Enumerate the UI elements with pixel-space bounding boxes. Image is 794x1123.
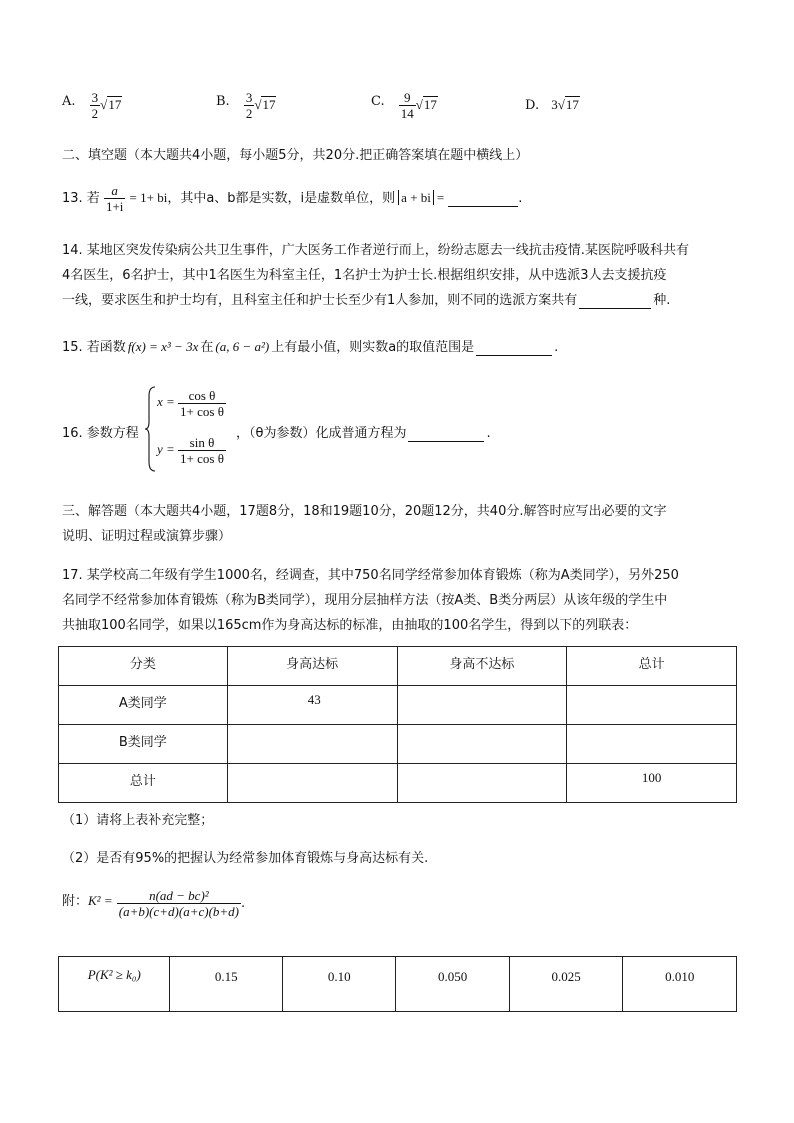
q13-fraction: $\frac{a}{1+i}$ <box>105 183 124 214</box>
q13-answer-blank[interactable] <box>448 191 518 207</box>
q16-y-equation <box>157 435 226 466</box>
probability-label: P(K² ≥ k₀) <box>59 957 170 1012</box>
probability-table <box>58 956 737 1012</box>
table-header-cell: 分类 <box>59 647 228 686</box>
q17-sub1: （1）请将上表补充完整； <box>62 813 214 828</box>
k2-end: . <box>241 896 246 911</box>
probability-value: 0.010 <box>623 957 737 1012</box>
k2-lhs: K² = <box>88 893 113 908</box>
option-b-sqrt: √17 <box>254 97 276 112</box>
table-cell[interactable] <box>567 686 737 725</box>
option-d-label: D. <box>525 98 540 113</box>
q16-text-content: ，（θ为参数）化成普通方程为 <box>236 426 407 441</box>
q13-number: 13. 若 <box>62 191 100 206</box>
question-14-line3 <box>62 289 670 309</box>
section3-line2: 说明、证明过程或演算步骤） <box>62 529 232 544</box>
option-d <box>525 97 580 113</box>
q15-end: . <box>554 340 559 355</box>
q16-x-fraction: $\frac{\text{cos θ}}{\text{1+ cos θ}}$ <box>180 388 224 419</box>
probability-value: 0.050 <box>396 957 510 1012</box>
q15-prefix: 15. 若函数 <box>62 340 126 355</box>
table-row <box>59 764 737 803</box>
q14-answer-blank[interactable] <box>579 293 651 309</box>
table-cell: 43 <box>227 686 397 725</box>
table-cell[interactable] <box>567 725 737 764</box>
option-b <box>216 90 276 121</box>
question-14-line1: 14. 某地区突发传染病公共卫生事件，广大医务工作者逆行而上，纷纷志愿去一线抗击疫情.某医院呼吸科共有 <box>62 243 689 258</box>
option-c <box>371 90 438 121</box>
q16-end: . <box>486 426 491 441</box>
probability-value: 0.15 <box>170 957 282 1012</box>
q15-text: 上有最小值，则实数a的取值范围是 <box>271 340 475 355</box>
option-b-label: B. <box>216 94 230 109</box>
option-a-label: A. <box>62 94 76 109</box>
question-15 <box>62 336 558 356</box>
table-cell[interactable] <box>397 764 567 803</box>
q13-abs: a + bi <box>398 190 434 205</box>
table-cell: 总计 <box>59 764 228 803</box>
option-c-sqrt: √17 <box>415 97 437 112</box>
table-cell: B类同学 <box>59 725 228 764</box>
option-a-fraction: $\frac{3}{2}$ <box>91 90 99 121</box>
question-16-prefix: 16. 参数方程 <box>62 426 139 441</box>
contingency-table <box>58 646 737 803</box>
q13-text: ，其中a、b都是实数，i是虚数单位，则 <box>167 191 396 206</box>
q14-line3-end: 种. <box>653 293 671 308</box>
probability-row <box>59 957 737 1012</box>
q13-equation: = 1+ bi <box>129 190 168 205</box>
q16-answer-blank[interactable] <box>408 426 484 442</box>
option-d-sqrt: √17 <box>557 97 579 112</box>
table-cell: A类同学 <box>59 686 228 725</box>
q15-function: f(x) = x³ − 3x <box>127 339 199 354</box>
table-cell[interactable] <box>397 686 567 725</box>
q16-y-var: y = <box>157 441 175 457</box>
q16-text <box>236 422 491 442</box>
k2-fraction: $\frac{\text{n(ad − bc)²}}{(a+b)(c+d)(a+c)(b+d)}$ <box>118 888 240 919</box>
question-14-line2: 4名医生，6名护士，其中1名医生为科室主任，1名护士为护士长.根据组织安排，从中选派3人去支援抗疫 <box>62 268 667 283</box>
option-b-fraction: $\frac{3}{2}$ <box>245 90 253 121</box>
table-cell[interactable] <box>227 725 397 764</box>
table-cell[interactable] <box>397 725 567 764</box>
q14-line3-text: 一线，要求医生和护士均有，且科室主任和护士长至少有1人参加，则不同的选派方案共有 <box>62 293 578 308</box>
q13-end: . <box>518 191 523 206</box>
option-d-coef: 3 <box>551 97 558 112</box>
option-a <box>62 90 122 121</box>
question-17-line2: 名同学不经常参加体育锻炼（称为B类同学），现用分层抽样方法（按A类、B类分两层）从该年级的学生中 <box>62 593 668 608</box>
table-cell: 100 <box>567 764 737 803</box>
option-c-fraction: $\frac{9}{14}$ <box>400 90 414 121</box>
q16-x-var: x = <box>157 394 175 410</box>
table-header-cell: 身高达标 <box>227 647 397 686</box>
section3-line1: 三、解答题（本大题共4小题，17题8分，18和19题10分，20题12分，共40分.解答时应写出必要的文字 <box>62 504 667 519</box>
option-a-sqrt: √17 <box>100 97 122 112</box>
table-cell[interactable] <box>227 764 397 803</box>
table-row <box>59 725 737 764</box>
option-c-label: C. <box>371 94 385 109</box>
table-header-cell: 总计 <box>567 647 737 686</box>
q17-appendix <box>62 888 245 919</box>
q16-brace <box>144 386 156 472</box>
appendix-label: 附： <box>62 894 89 909</box>
table-row <box>59 686 737 725</box>
q17-sub2: （2）是否有95%的把握认为经常参加体育锻炼与身高达标有关. <box>62 851 429 866</box>
q15-mid: 在 <box>200 340 214 355</box>
probability-value: 0.10 <box>282 957 395 1012</box>
section2-heading: 二、填空题（本大题共4小题，每小题5分，共20分.把正确答案填在题中横线上） <box>62 148 529 163</box>
question-17-line1: 17. 某学校高二年级有学生1000名，经调查，其中750名同学经常参加体育锻炼（称为A类同学），另外250 <box>62 568 679 583</box>
table-header-row <box>59 647 737 686</box>
question-13 <box>62 183 522 214</box>
probability-value: 0.025 <box>509 957 623 1012</box>
q16-x-equation <box>157 388 226 419</box>
q15-answer-blank[interactable] <box>476 340 552 356</box>
question-17-line3: 共抽取100名同学，如果以165cm作为身高达标的标准，由抽取的100名学生，得到以下的列联表： <box>62 618 638 633</box>
q13-eq2: = <box>436 190 445 205</box>
q16-y-fraction: $\frac{\text{sin θ}}{\text{1+ cos θ}}$ <box>180 435 224 466</box>
q15-interval: (a, 6 − a²) <box>215 339 270 354</box>
table-header-cell: 身高不达标 <box>397 647 567 686</box>
